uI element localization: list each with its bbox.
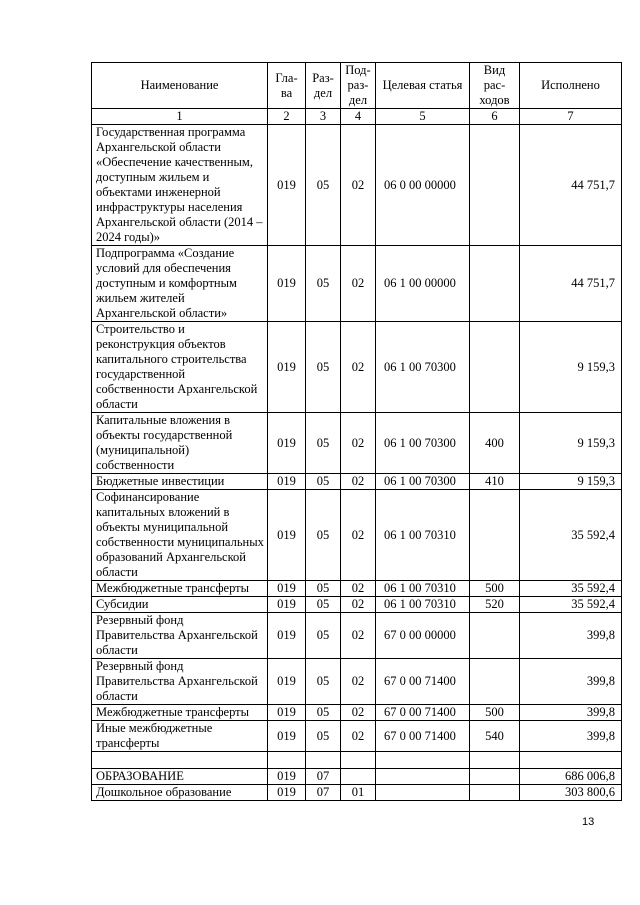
row-podrazdel: 02 [341, 659, 376, 705]
table-row [92, 705, 622, 721]
row-name: Софинансирование капитальных вложений в объекты муниципальной собственности муниципальных образований Архангельской области [92, 490, 268, 581]
row-razdel: 05 [306, 581, 341, 597]
header-glava: Гла- ва [268, 63, 306, 109]
row-tselevaya: 06 1 00 70300 [376, 322, 470, 413]
row-ispolneno: 44 751,7 [520, 125, 622, 246]
row-ispolneno: 399,8 [520, 721, 622, 752]
row-razdel: 05 [306, 125, 341, 246]
row-razdel: 05 [306, 322, 341, 413]
row-vid: 500 [470, 581, 520, 597]
row-vid: 410 [470, 474, 520, 490]
row-vid [470, 490, 520, 581]
row-ispolneno: 9 159,3 [520, 474, 622, 490]
row-razdel: 05 [306, 705, 341, 721]
row-vid [470, 769, 520, 785]
row-razdel: 07 [306, 785, 341, 801]
row-name [92, 752, 268, 769]
row-tselevaya: 06 1 00 70310 [376, 597, 470, 613]
row-glava: 019 [268, 474, 306, 490]
row-vid [470, 785, 520, 801]
row-glava: 019 [268, 613, 306, 659]
row-podrazdel: 01 [341, 785, 376, 801]
row-name: ОБРАЗОВАНИЕ [92, 769, 268, 785]
row-name: Подпрограмма «Создание условий для обеспечения доступным и комфортным жильем жителей Архангельской области» [92, 246, 268, 322]
table-row [92, 769, 622, 785]
row-ispolneno: 686 006,8 [520, 769, 622, 785]
row-glava: 019 [268, 246, 306, 322]
column-number: 5 [376, 109, 470, 125]
row-glava: 019 [268, 659, 306, 705]
row-tselevaya: 06 1 00 70300 [376, 413, 470, 474]
row-glava: 019 [268, 597, 306, 613]
row-podrazdel: 02 [341, 413, 376, 474]
table-row [92, 413, 622, 474]
row-name: Резервный фонд Правительства Архангельской области [92, 659, 268, 705]
row-tselevaya: 06 1 00 00000 [376, 246, 470, 322]
row-vid [470, 613, 520, 659]
header-tselevaya: Целевая статья [376, 63, 470, 109]
row-glava [268, 752, 306, 769]
table-row [92, 474, 622, 490]
row-tselevaya: 06 1 00 70310 [376, 490, 470, 581]
table-row [92, 752, 622, 769]
row-name: Дошкольное образование [92, 785, 268, 801]
row-name: Государственная программа Архангельской области «Обеспечение качественным, доступным жильем и объектами инженерной инфраструктуры населения Архангельской области (2014 – 2024 годы)» [92, 125, 268, 246]
budget-table [91, 62, 622, 801]
row-podrazdel: 02 [341, 597, 376, 613]
table-row [92, 721, 622, 752]
row-ispolneno: 9 159,3 [520, 322, 622, 413]
table-row [92, 125, 622, 246]
column-number: 3 [306, 109, 341, 125]
row-vid: 500 [470, 705, 520, 721]
row-podrazdel: 02 [341, 246, 376, 322]
row-name: Резервный фонд Правительства Архангельской области [92, 613, 268, 659]
row-tselevaya: 67 0 00 71400 [376, 659, 470, 705]
row-podrazdel: 02 [341, 490, 376, 581]
row-razdel: 05 [306, 490, 341, 581]
column-number: 6 [470, 109, 520, 125]
row-tselevaya [376, 752, 470, 769]
row-podrazdel: 02 [341, 613, 376, 659]
row-razdel: 05 [306, 413, 341, 474]
row-tselevaya: 67 0 00 71400 [376, 721, 470, 752]
row-ispolneno: 44 751,7 [520, 246, 622, 322]
row-podrazdel [341, 769, 376, 785]
row-vid [470, 246, 520, 322]
page-number: 13 [582, 816, 595, 828]
row-name: Бюджетные инвестиции [92, 474, 268, 490]
table-row [92, 246, 622, 322]
row-razdel [306, 752, 341, 769]
row-ispolneno: 399,8 [520, 705, 622, 721]
row-ispolneno: 35 592,4 [520, 597, 622, 613]
column-number: 2 [268, 109, 306, 125]
table-row [92, 490, 622, 581]
row-podrazdel: 02 [341, 322, 376, 413]
row-name: Иные межбюджетные трансферты [92, 721, 268, 752]
row-tselevaya: 06 0 00 00000 [376, 125, 470, 246]
row-podrazdel: 02 [341, 125, 376, 246]
header-podrazdel: Под- раз- дел [341, 63, 376, 109]
row-glava: 019 [268, 721, 306, 752]
row-ispolneno: 9 159,3 [520, 413, 622, 474]
column-number-row [92, 109, 622, 125]
row-glava: 019 [268, 581, 306, 597]
row-vid [470, 659, 520, 705]
row-glava: 019 [268, 413, 306, 474]
header-razdel: Раз- дел [306, 63, 341, 109]
table-row [92, 322, 622, 413]
row-tselevaya: 67 0 00 00000 [376, 613, 470, 659]
row-razdel: 05 [306, 613, 341, 659]
row-vid [470, 125, 520, 246]
row-razdel: 05 [306, 246, 341, 322]
row-glava: 019 [268, 705, 306, 721]
column-number: 1 [92, 109, 268, 125]
row-glava: 019 [268, 125, 306, 246]
table-row [92, 785, 622, 801]
header-ispolneno: Исполнено [520, 63, 622, 109]
row-tselevaya [376, 769, 470, 785]
header-row [92, 63, 622, 109]
column-number: 7 [520, 109, 622, 125]
row-ispolneno: 303 800,6 [520, 785, 622, 801]
header-vid: Вид рас- ходов [470, 63, 520, 109]
row-glava: 019 [268, 322, 306, 413]
column-number: 4 [341, 109, 376, 125]
row-name: Межбюджетные трансферты [92, 705, 268, 721]
row-podrazdel: 02 [341, 474, 376, 490]
row-razdel: 05 [306, 597, 341, 613]
row-podrazdel [341, 752, 376, 769]
row-razdel: 07 [306, 769, 341, 785]
row-name: Межбюджетные трансферты [92, 581, 268, 597]
row-podrazdel: 02 [341, 721, 376, 752]
row-name: Капитальные вложения в объекты государственной (муниципальной) собственности [92, 413, 268, 474]
row-vid [470, 322, 520, 413]
row-razdel: 05 [306, 659, 341, 705]
table-row [92, 597, 622, 613]
row-ispolneno: 399,8 [520, 613, 622, 659]
row-tselevaya: 06 1 00 70310 [376, 581, 470, 597]
row-glava: 019 [268, 490, 306, 581]
row-podrazdel: 02 [341, 705, 376, 721]
row-name: Строительство и реконструкция объектов капитального строительства государственной собственности Архангельской области [92, 322, 268, 413]
row-podrazdel: 02 [341, 581, 376, 597]
row-razdel: 05 [306, 474, 341, 490]
row-name: Субсидии [92, 597, 268, 613]
row-vid: 400 [470, 413, 520, 474]
table-row [92, 659, 622, 705]
row-glava: 019 [268, 785, 306, 801]
row-vid [470, 752, 520, 769]
header-name: Наименование [92, 63, 268, 109]
row-glava: 019 [268, 769, 306, 785]
row-ispolneno: 35 592,4 [520, 490, 622, 581]
table-row [92, 613, 622, 659]
row-vid: 520 [470, 597, 520, 613]
table-row [92, 581, 622, 597]
row-ispolneno: 399,8 [520, 659, 622, 705]
row-razdel: 05 [306, 721, 341, 752]
row-tselevaya: 67 0 00 71400 [376, 705, 470, 721]
table-body [92, 125, 622, 801]
row-ispolneno: 35 592,4 [520, 581, 622, 597]
row-ispolneno [520, 752, 622, 769]
row-vid: 540 [470, 721, 520, 752]
row-tselevaya: 06 1 00 70300 [376, 474, 470, 490]
row-tselevaya [376, 785, 470, 801]
